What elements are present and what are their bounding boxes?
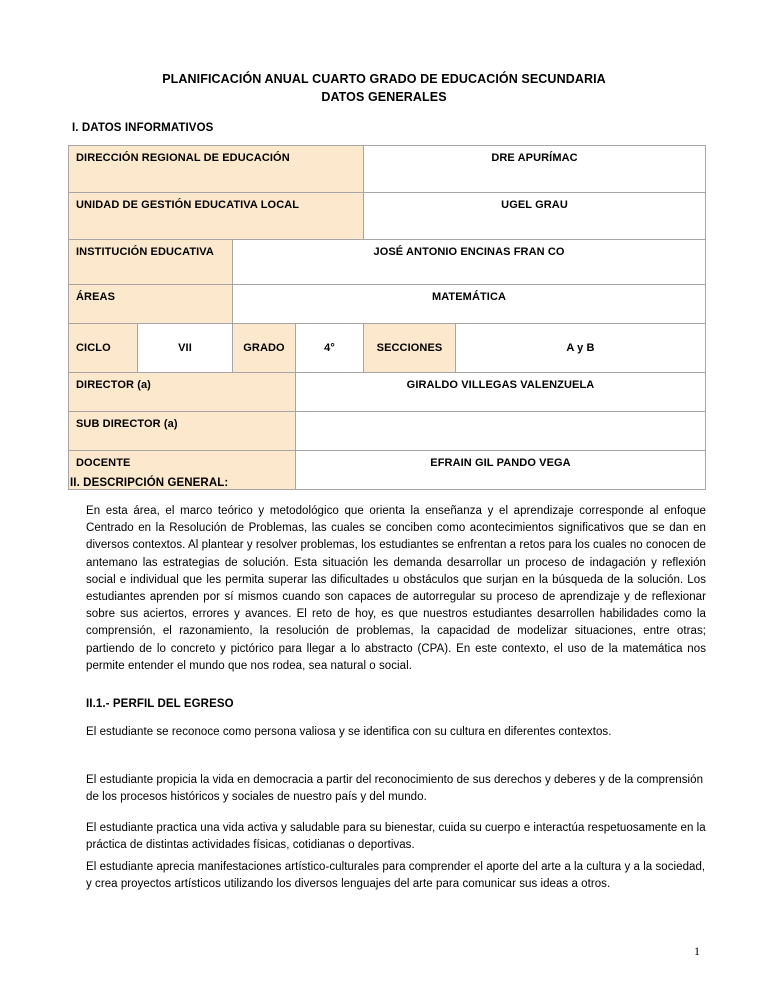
paragraph-perfil-1: El estudiante se reconoce como persona valiosa y se identifica con su cultura en diferentes contextos. [86,726,612,738]
cell-value-grado: 4° [296,324,364,373]
cell-label-secciones: SECCIONES [364,324,456,373]
cell-value-dre: DRE APURÍMAC [364,146,706,193]
cell-value-secciones: A y B [456,324,706,373]
cell-label-sub-director: SUB DIRECTOR (a) [69,412,296,451]
table-row-ciclo [69,324,706,373]
cell-label-docente: DOCENTE [69,451,296,490]
table-row-dre [69,146,706,193]
cell-label-areas: ÁREAS [69,285,233,324]
paragraph-perfil-2: El estudiante propicia la vida en democracia a partir del reconocimiento de sus derechos y deberes y de la comprensión de los procesos históricos y sociales de nuestro país y del mundo. [86,774,704,804]
title-block [0,0,768,106]
page-title [0,70,768,106]
table-row-director [69,373,706,412]
section-heading-perfil-egreso: II.1.- PERFIL DEL EGRESO [86,698,234,710]
cell-value-sub-director [296,412,706,451]
cell-label-grado: GRADO [233,324,296,373]
paragraph-perfil-4: El estudiante aprecia manifestaciones artístico-culturales para comprender el aporte del arte a la cultura y a la sociedad, y crea proyectos artísticos utilizando los diversos lenguajes del arte para comunicar sus ideas a otros. [86,861,706,891]
cell-label-institucion: INSTITUCIÓN EDUCATIVA [69,240,233,285]
page-number: 1 [694,944,700,958]
cell-value-areas: MATEMÁTICA [233,285,706,324]
table-row-institucion [69,240,706,285]
cell-label-ugel: UNIDAD DE GESTIÓN EDUCATIVA LOCAL [69,193,364,240]
table-row-ugel [69,193,706,240]
cell-label-ciclo: CICLO [69,324,138,373]
cell-value-docente: EFRAIN GIL PANDO VEGA [296,451,706,490]
datos-informativos-table [68,145,706,490]
cell-value-ciclo: VII [138,324,233,373]
section-heading-datos-informativos: I. DATOS INFORMATIVOS [72,122,214,134]
paragraph-descripcion-general: En esta área, el marco teórico y metodológico que orienta la enseñanza y el aprendizaje corresponde al enfoque Centrado en la Resolución de Problemas, las cuales se conciben como acontecimientos significativos que se dan en diversos contextos. Al plantear y resolver problemas, los estudiantes se enfrentan a retos para los cuales no conocen de antemano las estrategias de solución. Esta situación les demanda desarrollar un proceso de indagación y reflexión social e individual que les permita superar las dificultades u obstáculos que surjan en la búsqueda de la solución. Los estudiantes aprenden por sí mismos cuando son capaces de autorregular su proceso de aprendizaje y de reflexionar sobre sus aciertos, errores y avances. El reto de hoy, es que nuestros estudiantes desarrollen habilidades como la comprensión, el razonamiento, la resolución de problemas, la capacidad de modelizar situaciones, entre otras; partiendo de lo concreto y pictórico para llegar a lo abstracto (CPA). En este contexto, el uso de la matemática nos permite entender el mundo que nos rodea, sea natural o social. [86,505,706,672]
cell-value-ugel: UGEL GRAU [364,193,706,240]
cell-label-director: DIRECTOR (a) [69,373,296,412]
table-row-areas [69,285,706,324]
cell-value-director: GIRALDO VILLEGAS VALENZUELA [296,373,706,412]
page-title-line-1: PLANIFICACIÓN ANUAL CUARTO GRADO DE EDUCACIÓN SECUNDARIA [162,72,606,86]
paragraph-perfil-3: El estudiante practica una vida activa y saludable para su bienestar, cuida su cuerpo e interactúa respetuosamente en la práctica de distintas actividades físicas, cotidianas o deportivas. [86,822,706,852]
cell-value-institucion: JOSÉ ANTONIO ENCINAS FRAN CO [233,240,706,285]
table-row-sub-director [69,412,706,451]
page-title-line-2: DATOS GENERALES [321,90,447,104]
section-heading-descripcion-general: II. DESCRIPCIÓN GENERAL: [70,477,229,489]
cell-label-dre: DIRECCIÓN REGIONAL DE EDUCACIÓN [69,146,364,193]
